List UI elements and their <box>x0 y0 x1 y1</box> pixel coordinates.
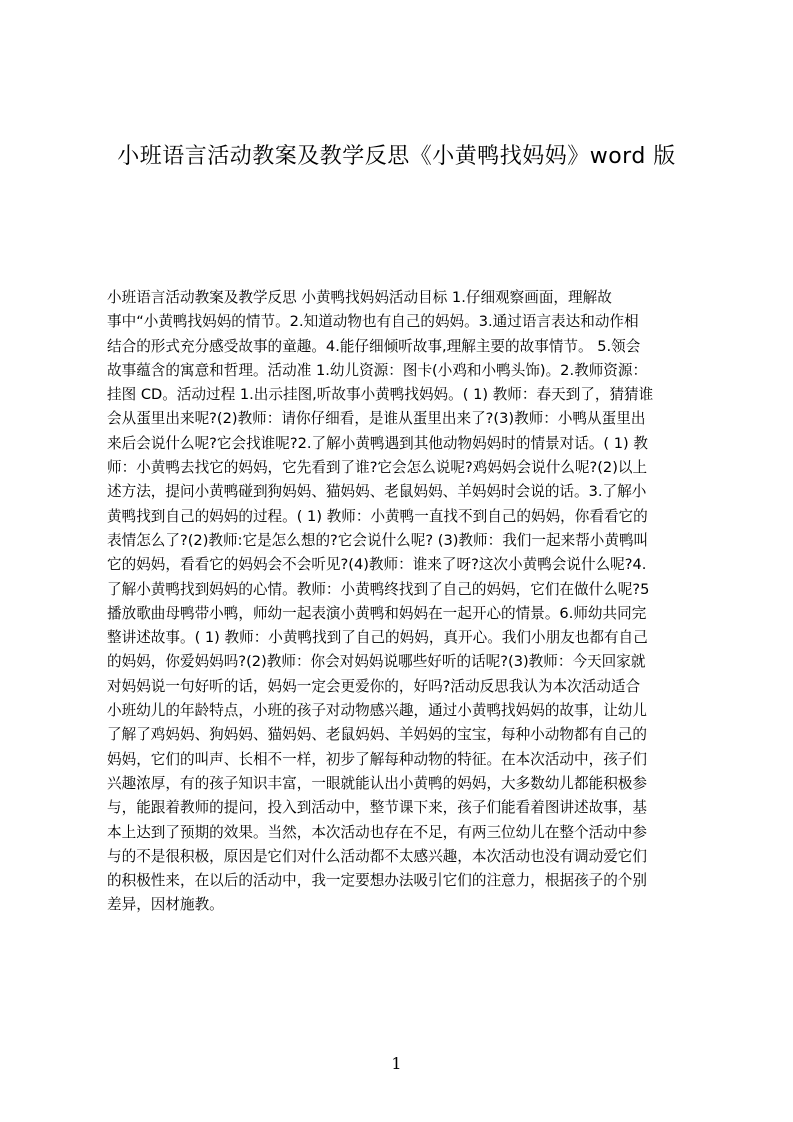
text-line: 整讲述故事。( 1) 教师：小黄鸭找到了自己的妈妈，真开心。我们小朋友也都有自己 <box>107 629 648 647</box>
text-line: 的妈妈，你爱妈妈吗?(2)教师：你会对妈妈说哪些好听的话呢?(3)教师：今天回家就 <box>107 653 646 671</box>
text-line: 差异，因材施教。 <box>107 896 224 914</box>
text-line: 小班语言活动教案及教学反思 小黄鸭找妈妈活动目标 1.仔细观察画面，理解故 <box>107 289 612 306</box>
text-line: 述方法，提问小黄鸭碰到狗妈妈、猫妈妈、老鼠妈妈、羊妈妈时会说的话。3.了解小 <box>107 483 647 501</box>
text-line: 兴趣浓厚，有的孩子知识丰富，一眼就能认出小黄鸭的妈妈，大多数幼儿都能积极参 <box>107 774 647 792</box>
body-paragraph <box>107 286 700 918</box>
text-line: 的积极性来，在以后的活动中，我一定要想办法吸引它们的注意力，根据孩子的个别 <box>107 872 647 890</box>
text-line: 黄鸭找到自己的妈妈的过程。( 1) 教师：小黄鸭一直找不到自己的妈妈，你看看它的 <box>107 507 648 525</box>
text-line: 了解了鸡妈妈、狗妈妈、猫妈妈、老鼠妈妈、羊妈妈的宝宝，每种小动物都有自己的 <box>107 726 647 744</box>
text-line: 妈妈，它们的叫声、长相不一样，初步了解每种动物的特征。在本次活动中，孩子们 <box>107 750 647 768</box>
text-line: 小班幼儿的年龄特点，小班的孩子对动物感兴趣，通过小黄鸭找妈妈的故事，让幼儿 <box>107 702 647 720</box>
text-line: 故事蕴含的寓意和哲理。活动准 1.幼儿资源：图卡(小鸡和小鸭头饰)。2.教师资源： <box>107 361 648 379</box>
text-line: 对妈妈说一句好听的话，妈妈一定会更爱你的，好吗?活动反思我认为本次活动适合 <box>107 677 641 695</box>
text-line: 播放歌曲母鸭带小鸭，师幼一起表演小黄鸭和妈妈在一起开心的情景。6.师幼共同完 <box>107 604 647 622</box>
page-number: 1 <box>391 1054 402 1073</box>
text-line: 了解小黄鸭找到妈妈的心情。教师：小黄鸭终找到了自己的妈妈，它们在做什么呢?5 <box>107 580 650 598</box>
text-line: 它的妈妈，看看它的妈妈会不会听见?(4)教师：谁来了呀?这次小黄鸭会说什么呢?4. <box>107 556 647 574</box>
document-title: 小班语言活动教案及教学反思《小黄鸭找妈妈》word 版 <box>117 144 676 169</box>
text-line: 结合的形式充分感受故事的童趣。4.能仔细倾听故事,理解主要的故事情节。 5.领会 <box>107 337 641 355</box>
text-line: 与的不是很积极，原因是它们对什么活动都不太感兴趣，本次活动也没有调动爱它们 <box>107 847 647 865</box>
text-line: 挂图 CD。活动过程 1.出示挂图,听故事小黄鸭找妈妈。( 1) 教师：春天到了，猜猜谁 <box>107 386 654 404</box>
text-line: 事中“小黄鸭找妈妈的情节。2.知道动物也有自己的妈妈。3.通过语言表达和动作相 <box>107 313 639 331</box>
text-line: 师：小黄鸭去找它的妈妈，它先看到了谁?它会怎么说呢?鸡妈妈会说什么呢?(2)以上 <box>107 459 648 477</box>
text-line: 会从蛋里出来呢?(2)教师：请你仔细看，是谁从蛋里出来了?(3)教师：小鸭从蛋里出 <box>107 410 646 428</box>
text-line: 来后会说什么呢?它会找谁呢?2.了解小黄鸭遇到其他动物妈妈时的情景对话。( 1) 教 <box>107 434 648 452</box>
text-line: 本上达到了预期的效果。当然，本次活动也存在不足，有两三位幼儿在整个活动中参 <box>107 823 647 841</box>
text-line: 与，能跟着教师的提问，投入到活动中，整节课下来，孩子们能看着图讲述故事，基 <box>107 799 647 817</box>
text-line: 表情怎么了?(2)教师:它是怎么想的?它会说什么呢? (3)教师：我们一起来帮小黄鸭叫 <box>107 531 649 549</box>
